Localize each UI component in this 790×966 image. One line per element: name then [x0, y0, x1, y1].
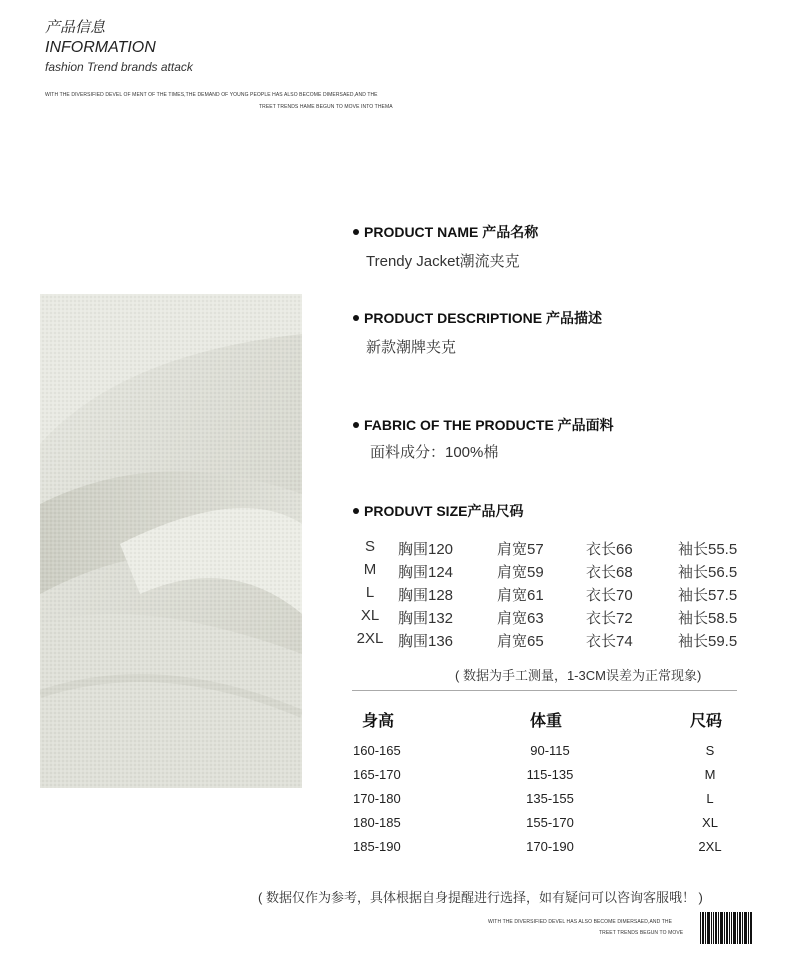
height-cell: 180-185 [353, 815, 401, 830]
recommend-row [350, 815, 750, 835]
weight-cell: 115-135 [526, 767, 574, 782]
header-tagline-line1: WITH THE DIVERSIFIED DEVEL OF MENT OF THE TIMES,THE DEMAND OF YOUNG PEOPLE HAS ALSO BECOME DIMERSAED,AND THE [45, 92, 378, 98]
size-cell: XL [702, 815, 718, 830]
length-cell: 衣长66 [586, 541, 633, 558]
fabric-heading [353, 415, 614, 435]
shoulder-cell: 肩宽63 [497, 610, 544, 627]
weight-cell: 135-155 [526, 791, 574, 806]
size-cell: M [704, 767, 716, 782]
recommend-header-size: 尺码 [690, 713, 723, 730]
size-row [350, 561, 750, 581]
header-tagline-line2: TREET TRENDS HAME BEGUN TO MOVE INTO THEMA [259, 104, 393, 110]
sleeve-cell: 袖长59.5 [678, 633, 738, 650]
weight-cell: 170-190 [526, 839, 574, 854]
recommend-header-height: 身高 [362, 713, 395, 730]
product-description-heading [353, 308, 602, 328]
bullet-icon [353, 315, 359, 321]
chest-cell: 胸围136 [398, 633, 454, 650]
header-title-en: INFORMATION [45, 39, 156, 56]
product-name-value: Trendy Jacket潮流夹克 [366, 253, 520, 270]
fabric-heading-text: FABRIC OF THE PRODUCTE 产品面料 [364, 417, 614, 433]
product-description-heading-text: PRODUCT DESCRIPTIONE 产品描述 [364, 310, 603, 326]
recommend-row [350, 743, 750, 763]
bullet-icon [353, 229, 359, 235]
chest-cell: 胸围120 [398, 541, 454, 558]
length-cell: 衣长70 [586, 587, 633, 604]
size-heading [353, 501, 523, 521]
size-cell: L [706, 791, 714, 806]
size-cell: S [364, 538, 375, 555]
length-cell: 衣长74 [586, 633, 633, 650]
shoulder-cell: 肩宽59 [497, 564, 544, 581]
chest-cell: 胸围128 [398, 587, 454, 604]
recommend-row [350, 839, 750, 859]
divider [352, 690, 737, 691]
size-cell: M [363, 561, 377, 578]
product-name-heading-text: PRODUCT NAME 产品名称 [364, 224, 539, 240]
size-heading-text: PRODUVT SIZE产品尺码 [364, 503, 524, 519]
length-cell: 衣长68 [586, 564, 633, 581]
sleeve-cell: 袖长58.5 [678, 610, 738, 627]
shoulder-cell: 肩宽57 [497, 541, 544, 558]
product-description-value: 新款潮牌夹克 [366, 339, 457, 356]
barcode-icon [700, 912, 752, 944]
footer-tagline-line2: TREET TRENDS BEGUN TO MOVE [599, 930, 684, 936]
header-title-cn: 产品信息 [45, 19, 106, 36]
length-cell: 衣长72 [586, 610, 633, 627]
header-subtitle: fashion Trend brands attack [45, 60, 193, 74]
fabric-photo [40, 294, 302, 788]
sleeve-cell: 袖长57.5 [678, 587, 738, 604]
height-cell: 160-165 [353, 743, 401, 758]
size-row [350, 584, 750, 604]
sleeve-cell: 袖长55.5 [678, 541, 738, 558]
size-row [350, 538, 750, 558]
sleeve-cell: 袖长56.5 [678, 564, 738, 581]
measurement-note: ( 数据为手工测量，1-3CM误差为正常现象) [455, 668, 702, 683]
bullet-icon [353, 422, 359, 428]
weight-cell: 90-115 [530, 743, 570, 758]
shoulder-cell: 肩宽61 [497, 587, 544, 604]
size-row [350, 630, 750, 650]
weight-cell: 155-170 [526, 815, 574, 830]
product-name-heading [353, 222, 538, 242]
size-row [350, 607, 750, 627]
recommend-row [350, 791, 750, 811]
height-cell: 165-170 [353, 767, 401, 782]
chest-cell: 胸围132 [398, 610, 454, 627]
shoulder-cell: 肩宽65 [497, 633, 544, 650]
chest-cell: 胸围124 [398, 564, 454, 581]
size-cell: L [365, 584, 375, 601]
reference-note: ( 数据仅作为参考，具体根据自身提醒进行选择，如有疑问可以咨询客服哦！ ) [258, 890, 703, 905]
size-cell: 2XL [698, 839, 722, 854]
recommend-row [350, 767, 750, 787]
recommend-header-weight: 体重 [530, 713, 563, 730]
bullet-icon [353, 508, 359, 514]
size-cell: XL [360, 607, 380, 624]
size-cell: S [705, 743, 715, 758]
height-cell: 170-180 [353, 791, 401, 806]
fabric-value: 面料成分：100%棉 [370, 444, 499, 461]
height-cell: 185-190 [353, 839, 401, 854]
size-cell: 2XL [356, 630, 384, 647]
footer-tagline-line1: WITH THE DIVERSIFIED DEVEL HAS ALSO BECOME DIMERSAED,AND THE [488, 919, 672, 925]
